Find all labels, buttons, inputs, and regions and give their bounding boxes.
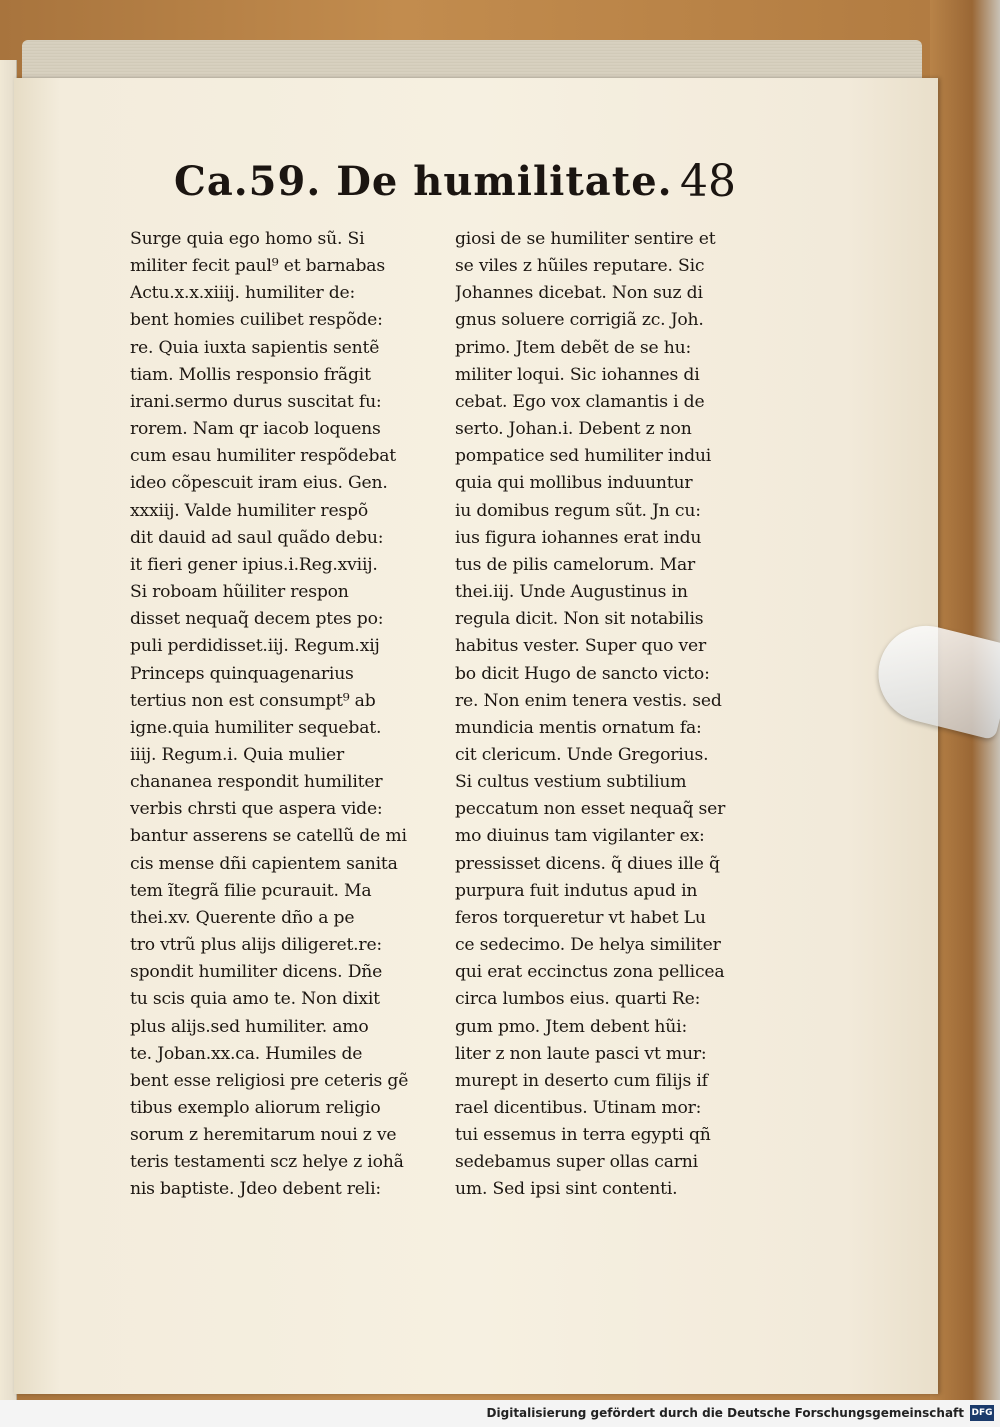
text-line: quia qui mollibus induuntur (455, 473, 693, 494)
folio-number: 48 (680, 156, 736, 207)
text-line: te. Joban.xx.ca. Humiles de (130, 1043, 363, 1064)
text-column-right (455, 226, 747, 1204)
text-line: um. Sed ipsi sint contenti. (455, 1179, 678, 1200)
text-line: bent homies cuilibet respõde: (130, 310, 383, 331)
text-line: Johannes dicebat. Non suz di (455, 283, 703, 304)
text-line: militer fecit paul⁹ et barnabas (130, 256, 385, 277)
text-line: irani.sermo durus suscitat fu: (130, 391, 382, 412)
text-line: circa lumbos eius. quarti Re: (455, 989, 701, 1010)
text-line: tem ĩtegrã filie pcurauit. Ma (130, 880, 372, 901)
text-line: pompatice sed humiliter indui (455, 446, 712, 467)
text-line: se viles z hũiles reputare. Sic (455, 256, 705, 277)
text-line: militer loqui. Sic iohannes di (455, 364, 700, 385)
text-line: teris testamenti scz helye z iohã (130, 1152, 404, 1173)
text-line: purpura fuit indutus apud in (455, 880, 698, 901)
text-line: liter z non laute pasci vt mur: (455, 1043, 707, 1064)
text-line: Surge quia ego homo sũ. Si (130, 229, 365, 249)
text-line: plus alijs.sed humiliter. amo (130, 1016, 369, 1037)
text-line: Si cultus vestium subtilium (455, 772, 687, 793)
text-line: bantur asserens se catellũ de mi (130, 826, 407, 847)
text-column-left (130, 226, 430, 1204)
text-line: primo. Jtem debẽt de se hu: (455, 337, 692, 358)
dfg-logo: DFG (970, 1405, 994, 1421)
text-line: gnus soluere corrigiã zc. Joh. (455, 310, 704, 331)
text-line: serto. Johan.i. Debent z non (455, 419, 692, 440)
text-line: bo dicit Hugo de sancto victo: (455, 663, 710, 684)
text-line: chananea respondit humiliter (130, 772, 383, 793)
text-line: feros torqueretur vt habet Lu (455, 907, 706, 928)
text-line: iu domibus regum sũt. Jn cu: (455, 500, 701, 521)
text-line: puli perdidisset.iij. Regum.xij (130, 636, 380, 657)
text-line: qui erat eccinctus zona pellicea (455, 962, 725, 983)
text-line: cum esau humiliter respõdebat (130, 446, 397, 467)
text-line: Actu.x.x.xiiij. humiliter de: (130, 283, 356, 304)
text-line: thei.xv. Querente dño a pe (130, 907, 355, 928)
text-line: Si roboam hũiliter respon (130, 582, 349, 603)
footer-bar (0, 1400, 1000, 1427)
text-line: mundicia mentis ornatum fa: (455, 717, 702, 738)
text-line: tus de pilis camelorum. Mar (455, 554, 696, 575)
text-line: cis mense dñi capientem sanita (130, 853, 398, 874)
text-line: re. Quia iuxta sapientis sentẽ (130, 337, 380, 358)
page-stack-edges (22, 40, 922, 82)
text-line: rorem. Nam qr iacob loquens (130, 419, 381, 440)
text-line: tro vtrũ plus alijs diligeret.re: (130, 935, 383, 956)
text-line: bent esse religiosi pre ceteris gẽ (130, 1070, 409, 1091)
text-line: sedebamus super ollas carni (455, 1152, 698, 1173)
text-line: sorum z heremitarum noui z ve (130, 1125, 397, 1146)
text-line: ideo cõpescuit iram eius. Gen. (130, 473, 388, 494)
text-line: cit clericum. Unde Gregorius. (455, 744, 709, 765)
chapter-title: Ca.59. De humilitate. (174, 158, 673, 205)
text-line: spondit humiliter dicens. Dñe (130, 962, 383, 983)
text-line: disset nequaq̃ decem ptes po: (130, 609, 384, 630)
text-line: gum pmo. Jtem debent hũi: (455, 1016, 688, 1037)
text-line: peccatum non esset nequaq̃ ser (455, 799, 726, 820)
text-line: tui essemus in terra egypti qñ (455, 1125, 711, 1146)
text-line: Princeps quinquagenarius (130, 663, 354, 684)
text-line: pressisset dicens. q̃ diues ille q̃ (455, 853, 720, 874)
text-line: nis baptiste. Jdeo debent reli: (130, 1179, 381, 1200)
text-line: verbis chrsti que aspera vide: (130, 799, 383, 820)
text-line: mo diuinus tam vigilanter ex: (455, 826, 705, 847)
text-line: igne.quia humiliter sequebat. (130, 717, 382, 738)
running-header (174, 158, 744, 210)
text-line: dit dauid ad saul quãdo debu: (130, 527, 384, 548)
text-line: xxxiij. Valde humiliter respõ (130, 500, 368, 521)
text-line: ce sedecimo. De helya similiter (455, 935, 721, 956)
text-line: re. Non enim tenera vestis. sed (455, 690, 722, 711)
text-line: murept in deserto cum filijs if (455, 1070, 708, 1091)
text-line: it fieri gener ipius.i.Reg.xviij. (130, 554, 378, 575)
text-line: iiij. Regum.i. Quia mulier (130, 744, 345, 765)
text-line: ius figura iohannes erat indu (455, 527, 702, 548)
text-line: habitus vester. Super quo ver (455, 636, 706, 657)
text-line: tibus exemplo aliorum religio (130, 1098, 381, 1118)
text-line: rael dicentibus. Utinam mor: (455, 1098, 702, 1118)
text-line: thei.iij. Unde Augustinus in (455, 582, 688, 603)
text-line: tu scis quia amo te. Non dixit (130, 989, 380, 1010)
text-line: cebat. Ego vox clamantis i de (455, 391, 705, 412)
text-line: regula dicit. Non sit notabilis (455, 609, 704, 630)
text-line: giosi de se humiliter sentire et (455, 229, 716, 249)
funding-credit: Digitalisierung gefördert durch die Deutsche Forschungsgemeinschaft (486, 1406, 964, 1420)
text-line: tertius non est consumpt⁹ ab (130, 690, 376, 711)
text-line: tiam. Mollis responsio frãgit (130, 364, 371, 385)
